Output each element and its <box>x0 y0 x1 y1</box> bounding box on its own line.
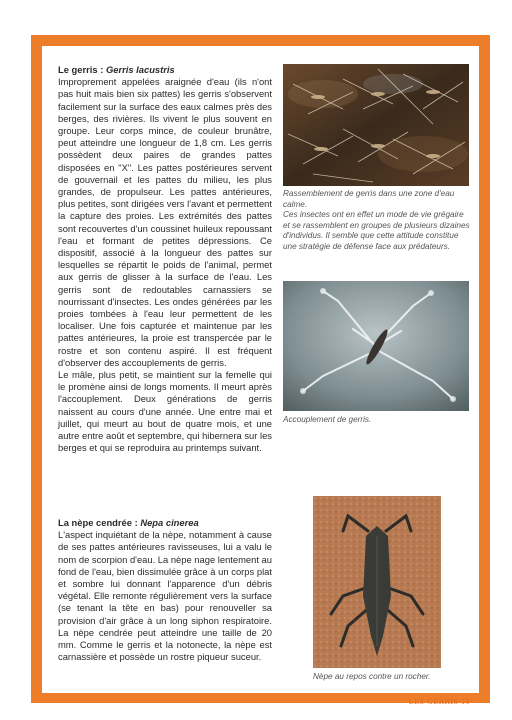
caption-line: Ces insectes ont en effet un mode de vie grégaire et se rassemblent en groupes de plusieurs dizaines d'individus. Il semble que cette attitude constitue une stratégie de défense face aux prédateurs. <box>283 210 470 251</box>
caption-line: Rassemblement de gerris dans une zone d'eau calme. <box>283 189 455 209</box>
heading-latin: Nepa cinerea <box>140 517 199 528</box>
paragraph: Le mâle, plus petit, se maintient sur la femelle qui le promène ainsi de longs moments. Il meurt après l'accouplement. Deux générations de gerris naissent au cours d'une année. Une entre mai et juillet, qui meurt au bout de quatre mois, et une autre entre août et septembre, qui hibernera sur les berges et qui se reproduira au printemps suivant. <box>58 369 272 454</box>
caption-photo-gerris-mating <box>283 415 471 426</box>
section-gerris <box>58 64 272 455</box>
caption-photo-nepe <box>313 672 501 683</box>
page-footer: LES GERRIS 16 <box>408 697 470 706</box>
caption-line: Nèpe au repos contre un rocher. <box>313 672 431 681</box>
section-nepe-heading <box>58 517 272 529</box>
paragraph: Improprement appelées araignée d'eau (ils n'ont pas huit mais bien six pattes) les gerris s'observent facilement sur la surface des eaux calmes près des berges, des rivières. Ils vivent le plus souvent en groupe. Leur corps mince, de couleur brunâtre, peut atteindre une longueur de 1,8 cm. Les gerris possèdent deux paires de grandes pattes disposées en "X". Les pattes postérieures servent de gouvernail et les pattes du milieu, les plus grandes, de propulseur. Les pattes antérieures, plus petites, sont dirigées vers l'avant et permettent la capture des proies. Les extrémités des pattes sont recouvertes d'un coussinet huileux repoussant l'eau et formant de petites dépressions. Ce dispositif, associé à la longueur des pattes sur lesquelles se répartit le poids de l'animal, permet aux gerris de glisser à la surface de l'eau. Les gerris sont de redoutables carnassiers se nourrissant d'insectes. Les ondes générées par les proies tombées à l'eau leur permettent de les localiser. Une fois capturée et maintenue par les pattes antérieures, la proie est transpercée par le rostre et son contenu aspiré. Il est fréquent d'observer des accouplements de gerris. <box>58 76 272 368</box>
section-gerris-heading <box>58 64 272 76</box>
heading-prefix: La nèpe cendrée : <box>58 517 141 528</box>
photo-nepe <box>313 496 441 668</box>
section-nepe <box>58 517 272 663</box>
caption-photo-gerris-group <box>283 189 471 253</box>
heading-prefix: Le gerris : <box>58 64 106 75</box>
photo-gerris-mating <box>283 281 469 411</box>
paragraph: L'aspect inquiétant de la nèpe, notamment à cause de ses pattes antérieures ravisseuses, lui a valu le nom de scorpion d'eau. La nèpe nage lentement au fond de l'eau, bien dissimulée grâce à un corps plat et sombre lui donnant l'apparence d'un débris végétal. Elle remonte régulièrement vers la surface (se tenant la tête en bas) pour renouveller sa provision d'air grâce à un long siphon respiratoire. La nèpe cendrée peut atteindre une taille de 20 mm. Comme le gerris et la notonecte, la nèpe est carnassière et possède un rostre piqueur suceur. <box>58 529 272 663</box>
photo-gerris-group <box>283 64 469 186</box>
caption-line: Accouplement de gerris. <box>283 415 372 424</box>
heading-latin: Gerris lacustris <box>105 64 175 75</box>
